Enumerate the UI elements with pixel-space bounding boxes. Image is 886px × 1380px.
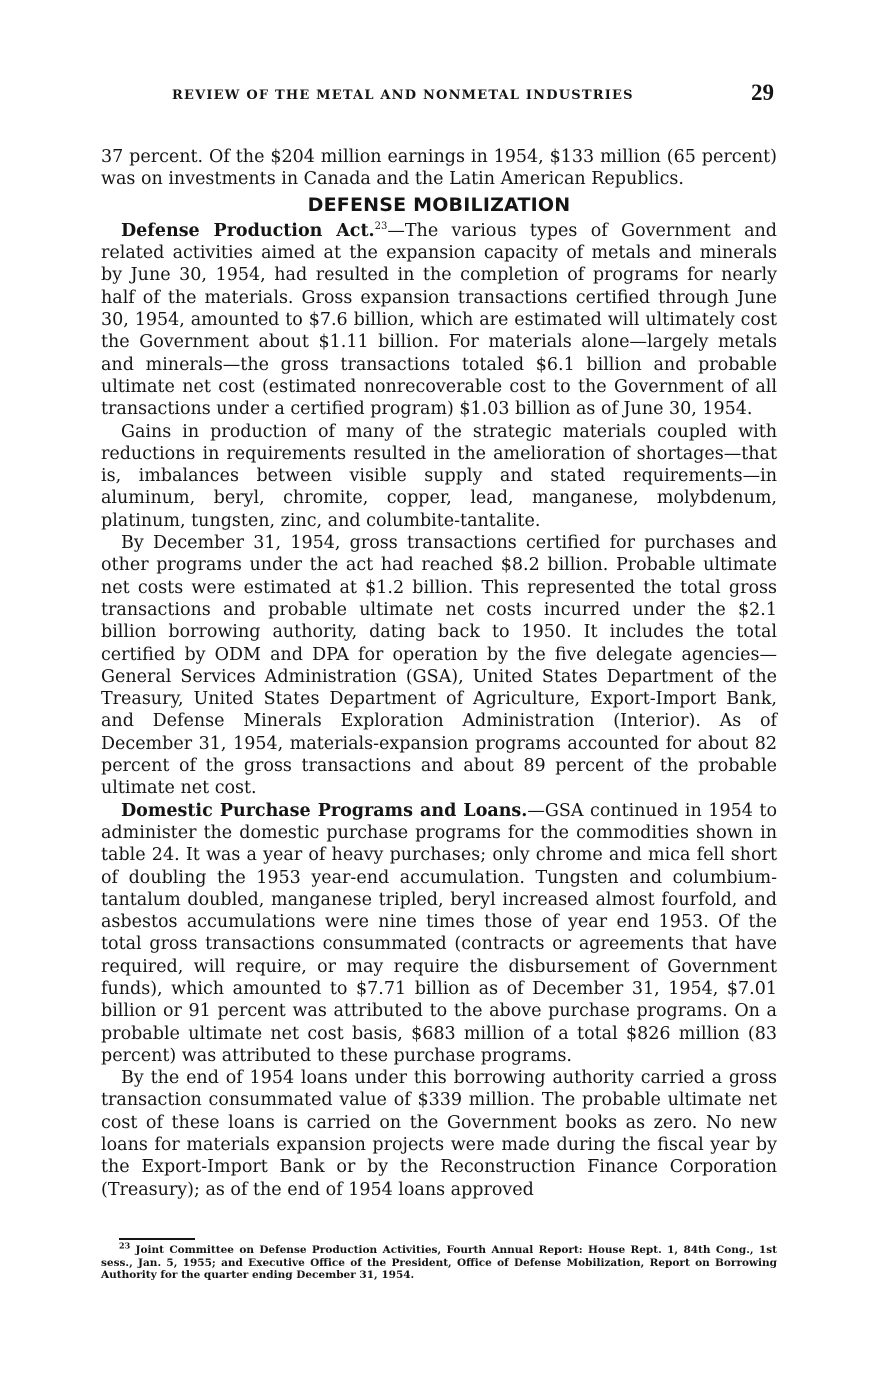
paragraph-loans: By the end of 1954 loans under this borrowing authority carried a gross transaction consummated value of $339 million. The probable ultimate net cost of these loans is carried on the Government books as zero. No new loans for materials expansion projects were made during the fiscal year by the Export-Import Bank or by the Reconstruction Finance Corporation (Treasury); as of the end of 1954 loans approved — [101, 1068, 777, 1200]
footnote — [101, 1240, 777, 1282]
paragraph-continuation: 37 percent. Of the $204 million earnings in 1954, $133 million (65 percent) was on investments in Canada and the Latin American Republics. — [101, 147, 777, 190]
footnote-marker: 23 — [119, 1240, 131, 1251]
paragraph-december: By December 31, 1954, gross transactions certified for purchases and other programs under the act had reached $8.2 billion. Probable ultimate net costs were estimated at $1.2 billion. This represented the total gross transactions and probable ultimate net costs incurred under the $2.1 billion borrowing authority, dating back to 1950. It includes the total certified by ODM and DPA for operation by the five delegate agencies—General Services Administration (GSA), United States Department of the Treasury, United States Department of Agriculture, Export-Import Bank, and Defense Minerals Exploration Administration (Interior). As of December 31, 1954, materials-expansion programs accounted for about 82 percent of the gross transactions and about 89 percent of the probable ultimate net cost. — [101, 533, 777, 799]
run-in-heading-domestic-purchase: Domestic Purchase Programs and Loans. — [121, 800, 528, 821]
section-heading: DEFENSE MOBILIZATION — [307, 193, 571, 216]
page-header — [100, 80, 776, 110]
body-text — [101, 146, 777, 1201]
paragraph-domestic-purchase — [101, 800, 777, 1068]
page-number: 29 — [751, 80, 774, 105]
footnote-text: Joint Committee on Defense Production Activities, Fourth Annual Report: House Rept. 1, 84th Cong., 1st sess., Jan. 5, 1955; and Executive Office of the President, Office of Defense Mobilization, Report on Borrowing Authority for the quarter ending December 31, 1954. — [101, 1244, 777, 1281]
paragraph-text: —GSA continued in 1954 to administer the domestic purchase programs for the commodities shown in table 24. It was a year of heavy purchases; only chrome and mica fell short of doubling the 1953 year-end accumulation. Tungsten and columbium-tantalum doubled, manganese tripled, beryl increased almost fourfold, and asbestos accumulations were nine times those of year end 1953. Of the total gross transactions consummated (contracts or agreements that have required, will require, or may require the disbursement of Government funds), which amounted to $7.71 billion as of December 31, 1954, $7.01 billion or 91 percent was attributed to the above purchase programs. On a probable ultimate net cost basis, $683 million of a total $826 million (83 percent) was attributed to these purchase programs. — [101, 800, 777, 1066]
paragraph-gains: Gains in production of many of the strategic materials coupled with reductions in requirements resulted in the amelioration of shortages—that is, imbalances between visible supply and stated requirements—in aluminum, beryl, chromite, copper, lead, manganese, molybdenum, platinum, tungsten, zinc, and columbite-tantalite. — [101, 421, 777, 531]
paragraph-defense-production-act — [101, 220, 777, 421]
footnote-divider — [119, 1238, 195, 1240]
paragraph-text: —The various types of Government and related activities aimed at the expansion capacity of metals and minerals by June 30, 1954, had resulted in the completion of programs for nearly half of the materials. Gross expansion transactions certified through June 30, 1954, amounted to $7.6 billion, which are estimated will ultimately cost the Government about $1.11 billion. For materials alone—largely metals and minerals—the gross transactions totaled $6.1 billion and probable ultimate net cost (estimated nonrecoverable cost to the Government of all transactions under a certified program) $1.03 billion as of June 30, 1954. — [101, 220, 777, 420]
running-head: REVIEW OF THE METAL AND NONMETAL INDUSTRIES — [172, 88, 634, 103]
footnote-reference: 23 — [374, 221, 388, 233]
run-in-heading-defense-production-act: Defense Production Act. — [121, 220, 375, 241]
